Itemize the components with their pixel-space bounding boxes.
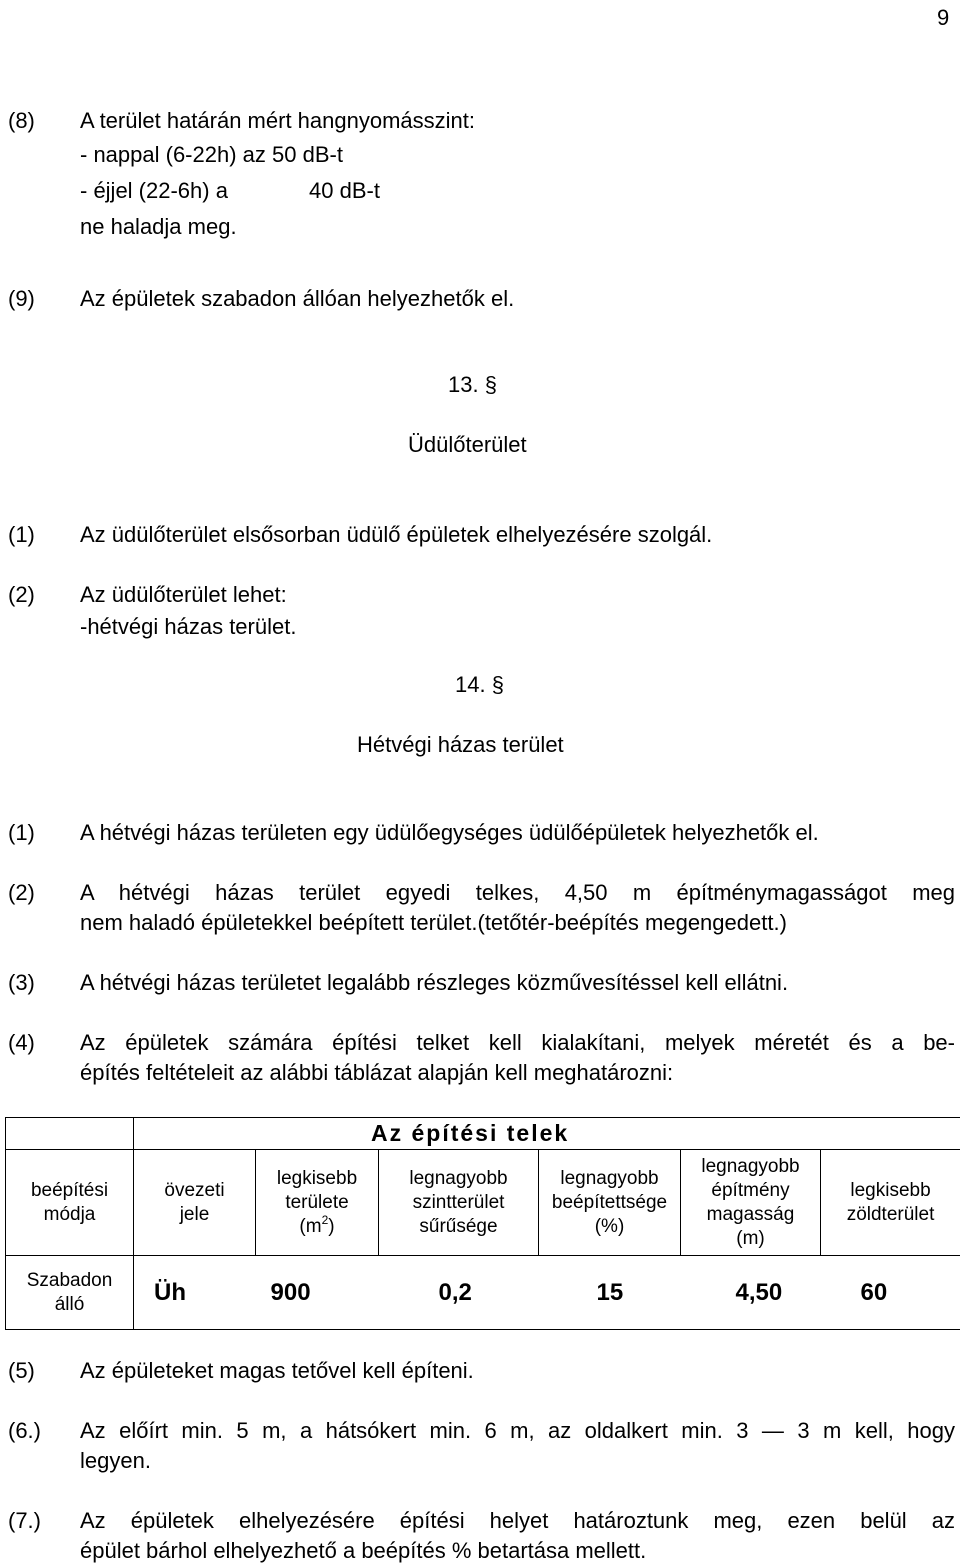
building-plot-table — [5, 1117, 960, 1330]
s14-para-1-number: (1) — [8, 820, 35, 845]
header-min-area-unit-close: ) — [328, 1215, 335, 1237]
header-height-line-3: magasság — [706, 1203, 795, 1225]
section-14-title: Hétvégi házas terület — [357, 732, 564, 757]
header-min-area — [256, 1150, 379, 1256]
s14-para-2-line-2: nem haladó épületekkel beépített terület.(tetőtér-beépítés megengedett.) — [80, 910, 787, 935]
s14-para-7-line-2: épület bárhol elhelyezhető a beépítés % betartása mellett. — [80, 1538, 647, 1563]
page-number: 9 — [937, 5, 950, 30]
s14-para-2-line-1: A hétvégi házas terület egyedi telkes, 4,50 m építménymagasságot meg — [80, 880, 955, 905]
header-zone-line-1: övezeti — [164, 1179, 225, 1201]
s14-para-6-number: (6.) — [8, 1418, 41, 1443]
section-13-number: 13. § — [448, 372, 497, 397]
header-min-area-unit-open: (m — [299, 1215, 322, 1237]
s14-para-7-line-1: Az épületek elhelyezésére építési helyet határoztunk meg, ezen belül az — [80, 1508, 955, 1533]
para-9-number: (9) — [8, 286, 35, 311]
s14-para-4-number: (4) — [8, 1030, 35, 1055]
para-8-line-1: A terület határán mért hangnyomásszint: — [80, 108, 475, 133]
section-14-number: 14. § — [455, 672, 504, 697]
header-mode-line-1: beépítési — [30, 1179, 109, 1201]
s14-para-3-text: A hétvégi házas területet legalább részleges közművesítéssel kell ellátni. — [80, 970, 789, 995]
s13-para-2-line-1: Az üdülőterület lehet: — [80, 582, 287, 607]
s14-para-2-number: (2) — [8, 880, 35, 905]
cell-coverage: 15 — [539, 1256, 681, 1330]
s13-para-2-line-2: -hétvégi házas terület. — [80, 614, 297, 639]
table-title-spacer — [6, 1118, 134, 1150]
header-coverage-line-3: (%) — [594, 1215, 625, 1237]
para-8-line-4: ne haladja meg. — [80, 214, 237, 239]
s14-para-1-text: A hétvégi házas területen egy üdülőegységes üdülőépületek helyezhetők el. — [80, 820, 819, 845]
header-coverage-line-2: beépítettsége — [551, 1191, 668, 1213]
s14-para-4-line-2: építés feltételeit az alábbi táblázat alapján kell meghatározni: — [80, 1060, 674, 1085]
cell-mode-line-2: álló — [54, 1293, 85, 1315]
header-min-area-line-1: legkisebb — [276, 1167, 358, 1189]
header-height — [681, 1150, 821, 1256]
table-title: Az építési telek — [371, 1120, 570, 1146]
header-zone-line-2: jele — [179, 1203, 210, 1225]
cell-height: 4,50 — [681, 1256, 821, 1330]
header-green-line-2: zöldterület — [846, 1203, 935, 1225]
header-density-line-2: szintterület — [412, 1191, 505, 1213]
cell-min-area: 900 — [256, 1256, 379, 1330]
header-mode — [6, 1150, 134, 1256]
para-8-number: (8) — [8, 108, 35, 133]
header-density-line-1: legnagyobb — [409, 1167, 508, 1189]
s13-para-2-number: (2) — [8, 582, 35, 607]
header-zone — [134, 1150, 256, 1256]
header-density — [379, 1150, 539, 1256]
para-8-line-3-value: 40 dB-t — [309, 178, 380, 203]
cell-mode — [6, 1256, 134, 1330]
table-title-cell — [134, 1118, 960, 1150]
s14-para-5-text: Az épületeket magas tetővel kell építeni. — [80, 1358, 474, 1383]
para-8-line-3: - éjjel (22-6h) a — [80, 178, 228, 203]
header-coverage — [539, 1150, 681, 1256]
table-row — [6, 1256, 960, 1330]
header-min-area-line-3 — [256, 1212, 378, 1239]
section-13-title: Üdülőterület — [408, 432, 527, 457]
header-height-line-4: (m) — [736, 1227, 765, 1249]
header-green-line-1: legkisebb — [850, 1179, 931, 1201]
cell-green: 60 — [821, 1256, 960, 1330]
cell-mode-line-1: Szabadon — [26, 1269, 113, 1291]
header-height-line-1: legnagyobb — [701, 1155, 800, 1177]
cell-density: 0,2 — [379, 1256, 539, 1330]
s14-para-6-line-2: legyen. — [80, 1448, 151, 1473]
s13-para-1-number: (1) — [8, 522, 35, 547]
cell-zone: Üh — [134, 1256, 256, 1330]
header-min-area-unit-sup: 2 — [321, 1212, 329, 1227]
header-coverage-line-1: legnagyobb — [560, 1167, 659, 1189]
s14-para-5-number: (5) — [8, 1358, 35, 1383]
s14-para-4-line-1: Az épületek számára építési telket kell kialakítani, melyek méretét és a be- — [80, 1030, 955, 1055]
para-8-line-2: - nappal (6-22h) az 50 dB-t — [80, 142, 343, 167]
header-density-line-3: sűrűsége — [419, 1215, 498, 1237]
header-green — [821, 1150, 960, 1256]
header-mode-line-2: módja — [43, 1203, 96, 1225]
s13-para-1-text: Az üdülőterület elsősorban üdülő épületek elhelyezésére szolgál. — [80, 522, 713, 547]
s14-para-7-number: (7.) — [8, 1508, 41, 1533]
s14-para-3-number: (3) — [8, 970, 35, 995]
header-height-line-2: építmény — [711, 1179, 790, 1201]
para-9-text: Az épületek szabadon állóan helyezhetők el. — [80, 286, 515, 311]
header-min-area-line-2: területe — [285, 1191, 349, 1213]
s14-para-6-line-1: Az előírt min. 5 m, a hátsókert min. 6 m, az oldalkert min. 3 — 3 m kell, hogy — [80, 1418, 955, 1443]
